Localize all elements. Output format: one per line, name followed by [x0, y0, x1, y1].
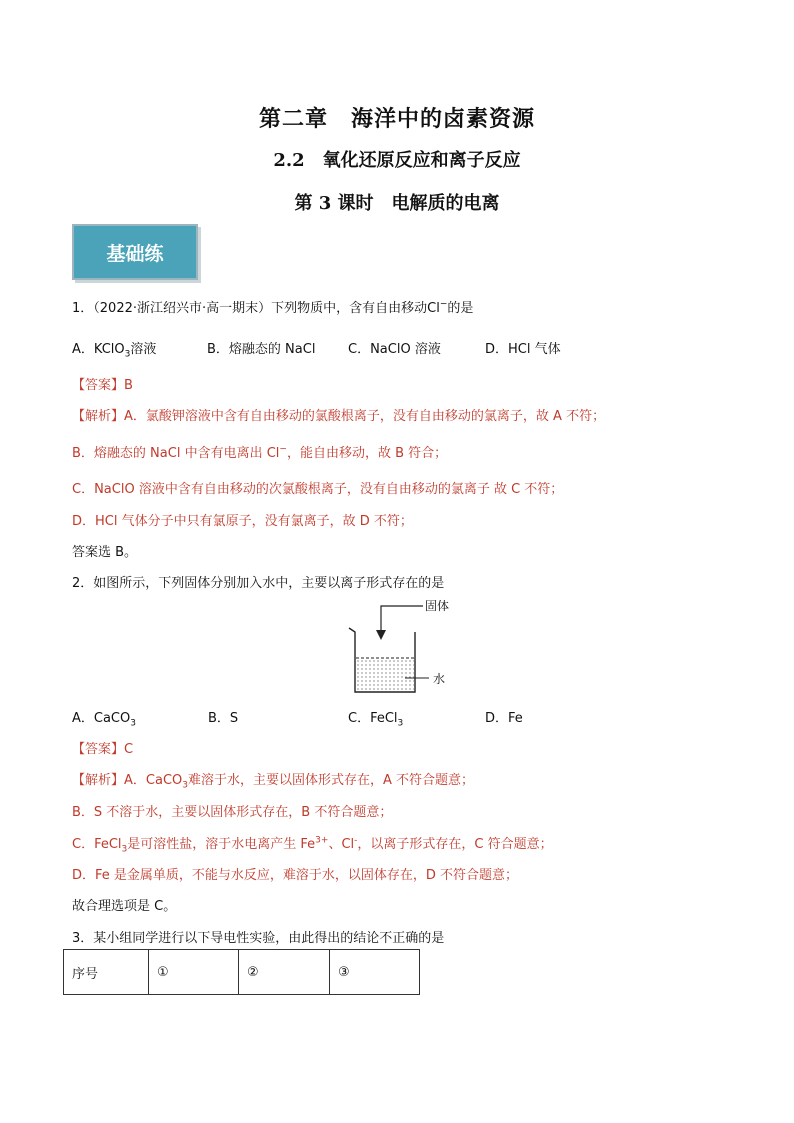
- water-label: 水: [433, 672, 446, 686]
- q1-analysis-1: [72, 405, 605, 424]
- q2-option-c-sub: 3: [397, 718, 404, 729]
- q1-answer: [72, 374, 133, 393]
- q1-option-a-post: 溶液: [130, 342, 157, 357]
- table-header-cell: 序号: [64, 950, 149, 995]
- q2-option-a[interactable]: [72, 707, 136, 729]
- q2-option-c[interactable]: [348, 707, 403, 729]
- q2-analysis-4: D．Fe 是金属单质，不能与水反应，难溶于水，以固体存在，D 不符合题意；: [72, 868, 519, 883]
- table-header-cell: ①: [149, 950, 239, 995]
- q2-option-a-text: A．CaCO: [72, 711, 131, 726]
- q2-analysis-3-b: 是可溶性盐，溶于水电离产生 Fe: [127, 837, 316, 852]
- q1-ion: Cl: [427, 301, 440, 316]
- experiment-table: [63, 949, 420, 995]
- q2-analysis-3: [72, 833, 553, 855]
- q2-analysis-1-sub: 3: [182, 780, 188, 791]
- q1-conclusion: 答案选 B。: [72, 545, 138, 560]
- q2-analysis-2: B．S 不溶于水，主要以固体形式存在，B 不符合题意；: [72, 805, 393, 820]
- beaker-figure: [345, 596, 465, 700]
- q1-option-a-text: A．KClO: [72, 342, 125, 357]
- table-header-cell: ③: [330, 950, 420, 995]
- q2-conclusion: 故合理选项是 C。: [72, 899, 177, 914]
- q2-analysis-3-sub: 3: [121, 844, 128, 855]
- q2-answer: [72, 738, 133, 757]
- q2-answer-value: C: [124, 742, 134, 757]
- q1-analysis-4: D．HCl 气体分子中只有氯原子，没有氯离子，故 D 不符；: [72, 514, 413, 529]
- q2-option-d[interactable]: D．Fe: [485, 711, 523, 726]
- lesson-title: 第 3 课时 电解质的电离: [294, 193, 500, 214]
- q2-option-c-text: C．FeCl: [348, 711, 398, 726]
- q2-stem: 2．如图所示，下列固体分别加入水中，主要以离子形式存在的是: [72, 576, 445, 591]
- q1-stem: [72, 297, 473, 316]
- q2-analysis-tag: 【解析】: [72, 773, 125, 788]
- q1-analysis-tag: 【解析】: [72, 409, 125, 424]
- q1-analysis-2-b: ，能自由移动，故 B 符合；: [286, 446, 448, 461]
- q1-stem-text: 1．（2022·浙江绍兴市·高一期末）下列物质中，含有自由移动: [72, 301, 428, 316]
- q1-analysis-2-a: B．熔融态的 NaCl 中含有电离出 Cl: [72, 446, 280, 461]
- q2-analysis-3-sup1: 3+: [315, 835, 329, 846]
- q1-option-a[interactable]: [72, 338, 156, 360]
- table-header-cell: ②: [239, 950, 330, 995]
- solid-label: 固体: [425, 599, 450, 613]
- q1-option-d[interactable]: D．HCl 气体: [485, 342, 561, 357]
- q2-analysis-1: [72, 769, 474, 791]
- practice-badge: 基础练: [72, 224, 198, 280]
- q2-analysis-3-d: ，以离子形式存在，C 符合题意；: [357, 837, 553, 852]
- q1-option-c[interactable]: C．NaClO 溶液: [348, 342, 441, 357]
- table-row: [64, 950, 420, 995]
- q2-analysis-1-b: 难溶于水，主要以固体形式存在，A 不符合题意；: [188, 773, 475, 788]
- q2-analysis-3-c: 、Cl: [328, 837, 355, 852]
- q2-analysis-1-a: A．CaCO: [124, 773, 183, 788]
- q1-analysis-2-sup: −: [279, 444, 287, 455]
- q1-answer-tag: 【答案】: [72, 378, 125, 393]
- chapter-title: 第二章 海洋中的卤素资源: [258, 106, 535, 132]
- q1-analysis-1-text: A．氯酸钾溶液中含有自由移动的氯酸根离子，没有自由移动的氯离子，故 A 不符；: [124, 409, 606, 424]
- q2-answer-tag: 【答案】: [72, 742, 125, 757]
- q2-option-a-sub: 3: [130, 718, 136, 729]
- q1-answer-value: B: [124, 378, 133, 393]
- q1-analysis-3: C．NaClO 溶液中含有自由移动的次氯酸根离子，没有自由移动的氯离子 故 C 不符；: [72, 482, 564, 497]
- q1-analysis-2: [72, 442, 447, 461]
- q1-stem-end: 的是: [447, 301, 474, 316]
- section-title: 2.2 氧化还原反应和离子反应: [273, 150, 521, 171]
- q1-option-b[interactable]: B．熔融态的 NaCl: [207, 342, 316, 357]
- q2-analysis-3-sup2: -: [354, 835, 358, 846]
- q1-option-a-sub: 3: [124, 349, 131, 360]
- q2-option-b[interactable]: B．S: [208, 711, 239, 726]
- q3-stem: 3．某小组同学进行以下导电性实验，由此得出的结论不正确的是: [72, 931, 445, 946]
- q1-ion-charge: −: [439, 299, 448, 310]
- q2-analysis-3-a: C．FeCl: [72, 837, 122, 852]
